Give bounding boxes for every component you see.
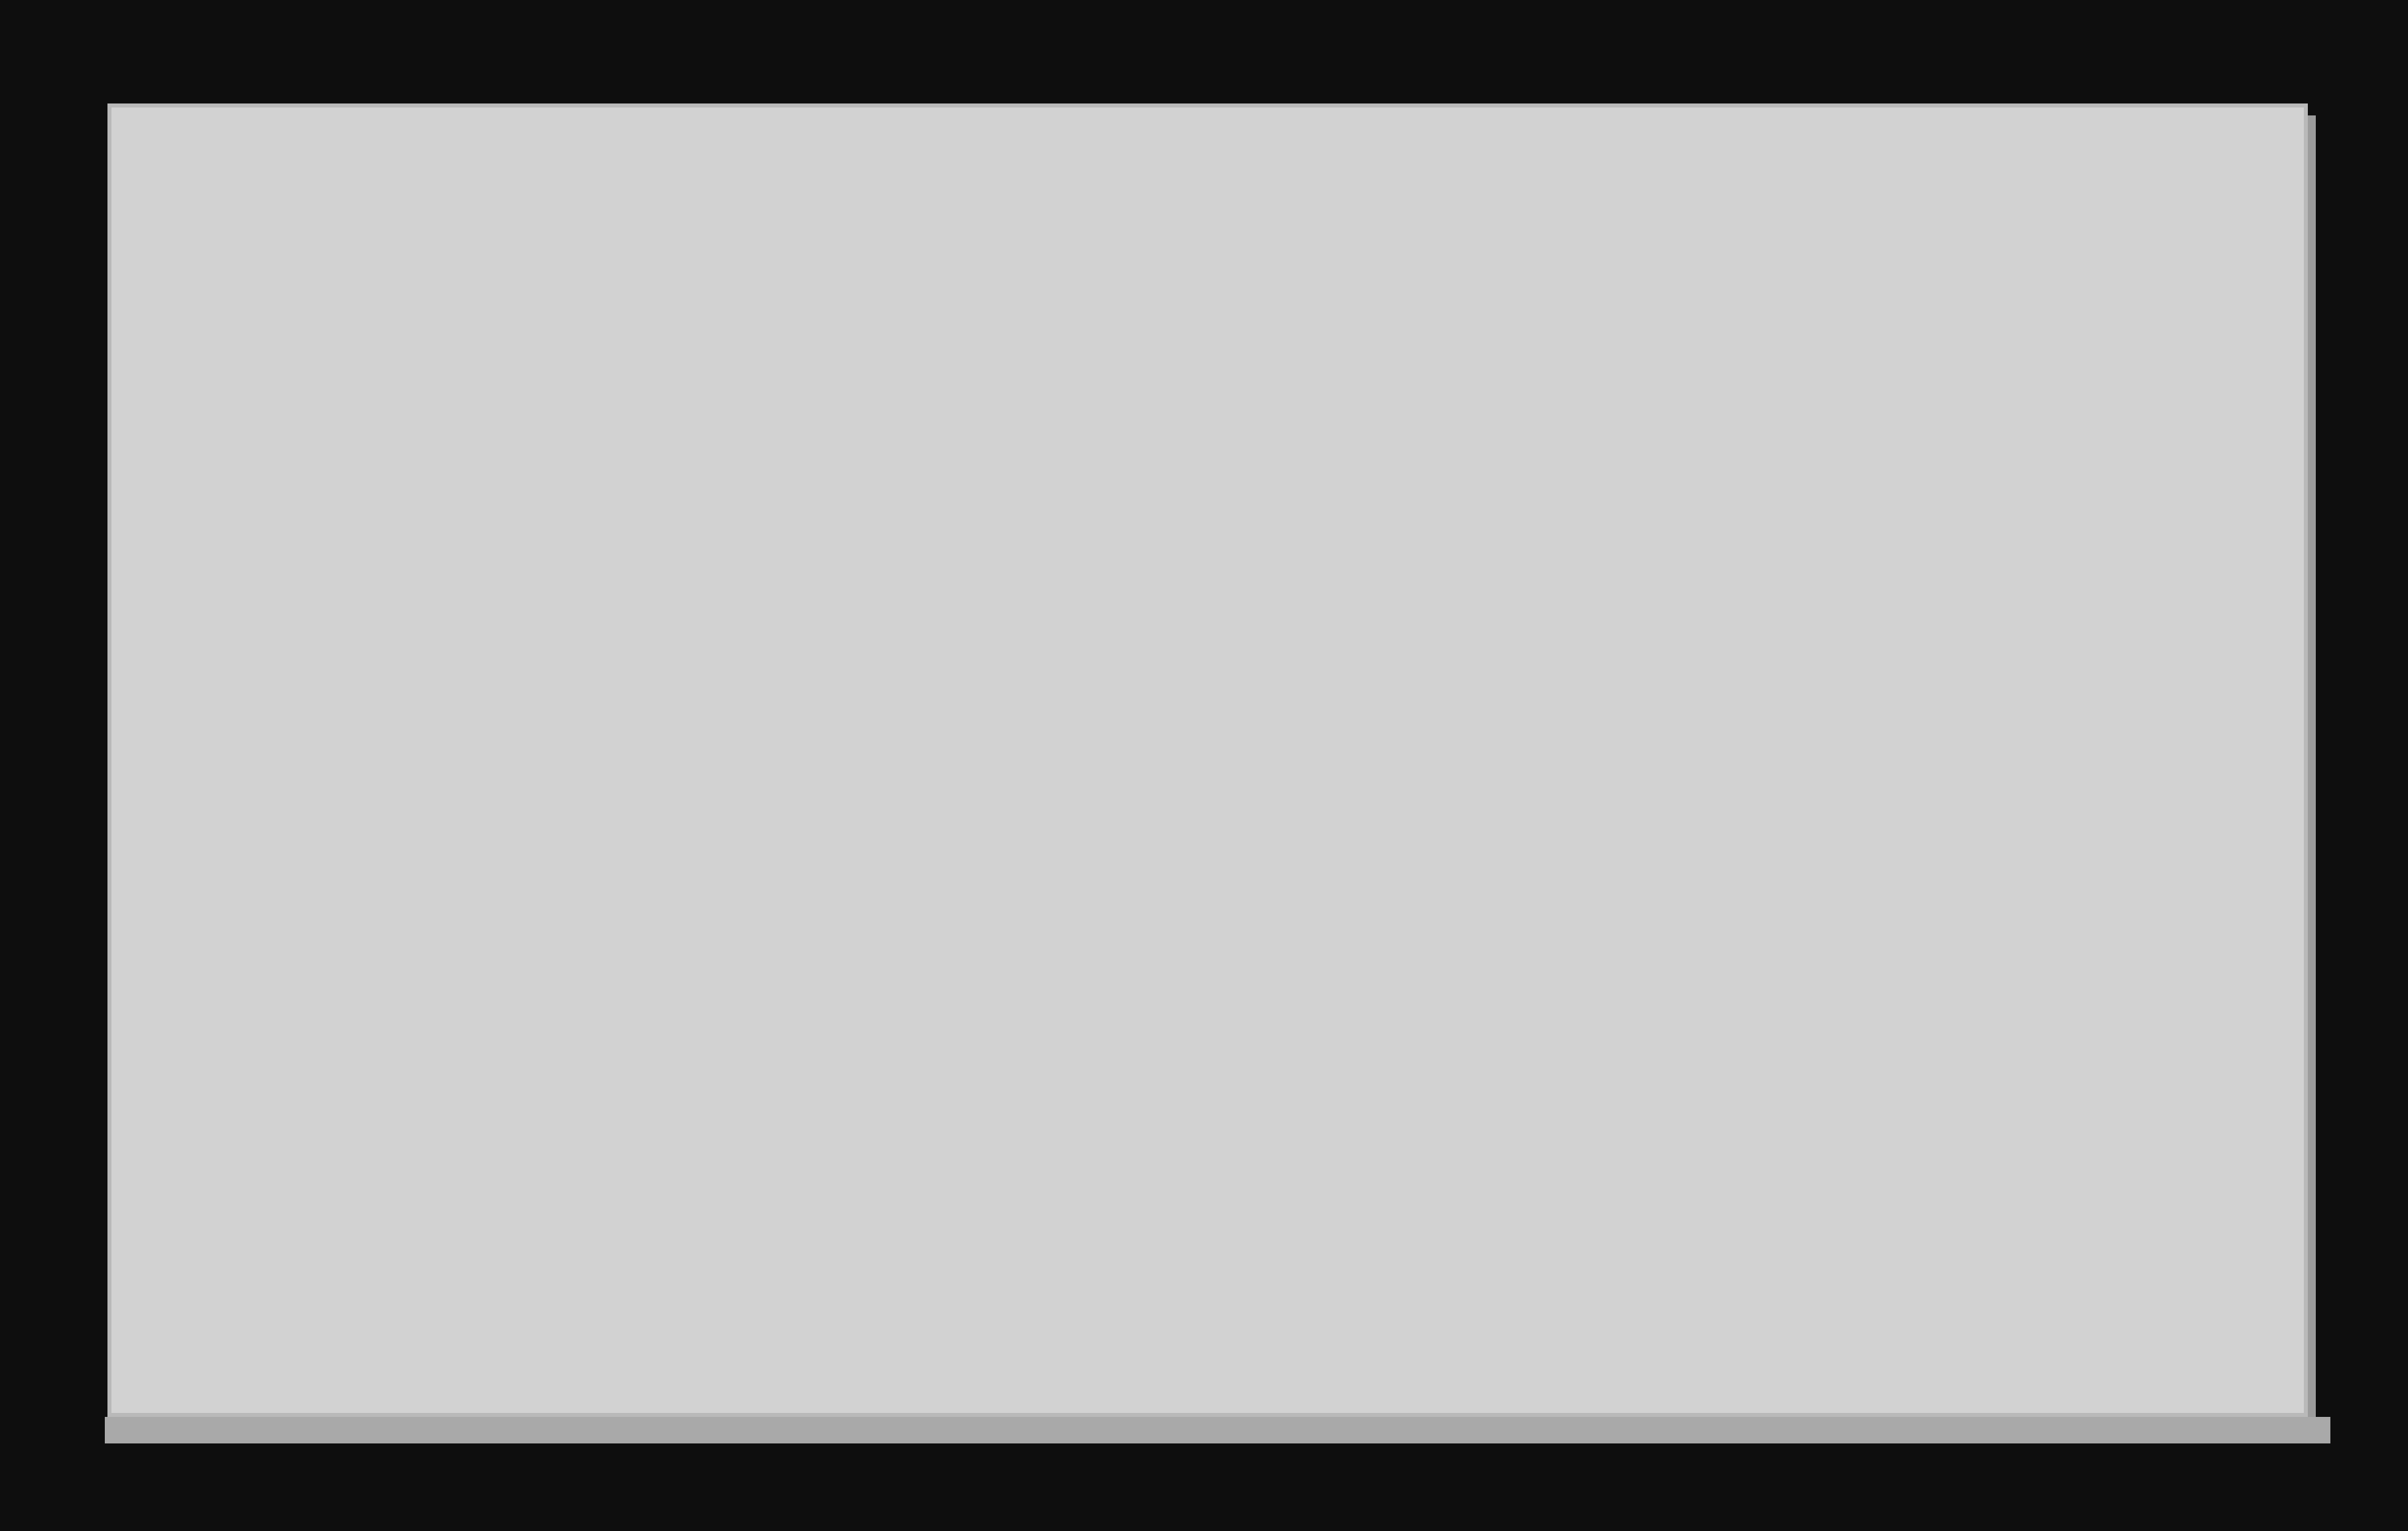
census-card <box>111 107 2304 1413</box>
form-grid <box>111 107 2304 1413</box>
